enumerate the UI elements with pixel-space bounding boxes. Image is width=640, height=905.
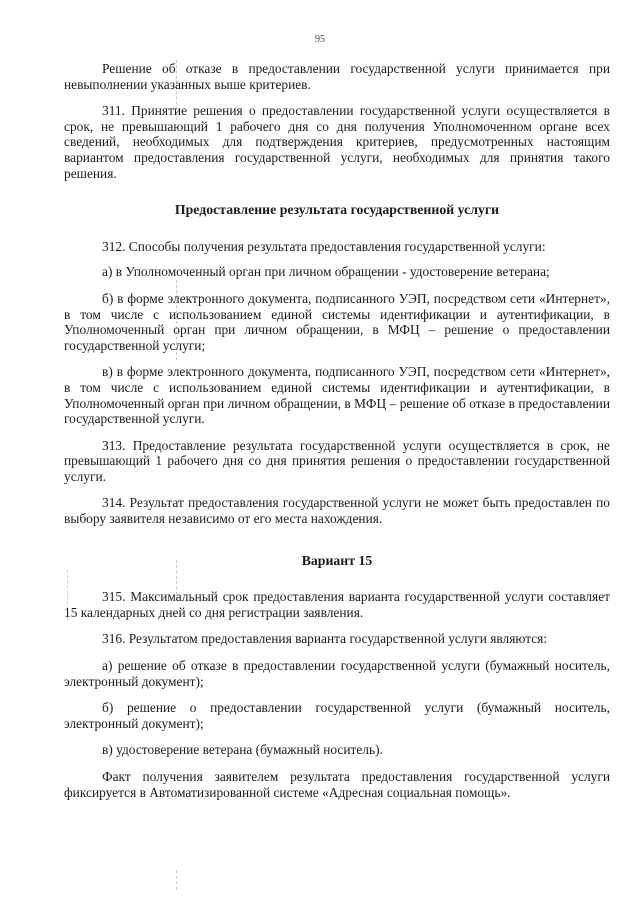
paragraph-312-a: а) в Уполномоченный орган при личном обращении - удостоверение ветерана; bbox=[102, 264, 550, 280]
section-heading-variant-15: Вариант 15 bbox=[301, 552, 373, 568]
paragraph-316-b: б) решение о предоставлении государственной услуги (бумажный носитель, электронный документ); bbox=[64, 700, 610, 731]
section-heading-result: Предоставление результата государственной услуги bbox=[174, 202, 500, 218]
paragraph-312: 312. Способы получения результата предоставления государственной услуги: bbox=[102, 238, 546, 254]
paragraph-fact: Факт получения заявителем результата предоставления государственной услуги фиксируется в Автоматизированной системе «Адресная социальная помощь». bbox=[64, 769, 610, 800]
page-number: 95 bbox=[315, 34, 325, 45]
document-body bbox=[64, 61, 610, 800]
paragraph-316-a: а) решение об отказе в предоставлении государственной услуги (бумажный носитель, электронный документ); bbox=[64, 658, 610, 689]
paragraph-313: 313. Предоставление результата государственной услуги осуществляется в срок, не превышающий 1 рабочего дня со дня принятия решения о предоставлении государственной услуги. bbox=[64, 437, 610, 484]
paragraph-316: 316. Результатом предоставления варианта государственной услуги являются: bbox=[102, 631, 548, 647]
paragraph-312-v: в) в форме электронного документа, подписанного УЭП, посредством сети «Интернет», в том числе с использованием единой системы идентификации и аутентификации, в Уполномоченный орган при личном обращении, в МФЦ – решение об отказе в предоставлении государственной услуги. bbox=[64, 364, 610, 427]
paragraph-314: 314. Результат предоставления государственной услуги не может быть предоставлен по выбору заявителя независимо от его места нахождения. bbox=[64, 495, 610, 527]
paragraph-315: 315. Максимальный срок предоставления варианта государственной услуги составляет 15 календарных дней со дня регистрации заявления. bbox=[64, 589, 610, 620]
paragraph-316-v: в) удостоверение ветерана (бумажный носитель). bbox=[102, 742, 383, 758]
paragraph-311: 311. Принятие решения о предоставлении государственной услуги осуществляется в срок, не превышающий 1 рабочего дня со дня получения Уполномоченном органе всех сведений, необходимых для подтверждения критериев, предусмотренных настоящим вариантом предоставления государственной услуги, необходимых для принятия такого решения. bbox=[64, 103, 610, 181]
scan-artifact-line bbox=[176, 870, 178, 890]
paragraph-refusal: Решение об отказе в предоставлении государственной услуги принимается при невыполнении указанных выше критериев. bbox=[64, 61, 610, 92]
paragraph-312-b: б) в форме электронного документа, подписанного УЭП, посредством сети «Интернет», в том числе с использованием единой системы идентификации и аутентификации, в Уполномоченный орган при личном обращении, в МФЦ – решение о предоставлении государственной услуги; bbox=[64, 290, 610, 353]
